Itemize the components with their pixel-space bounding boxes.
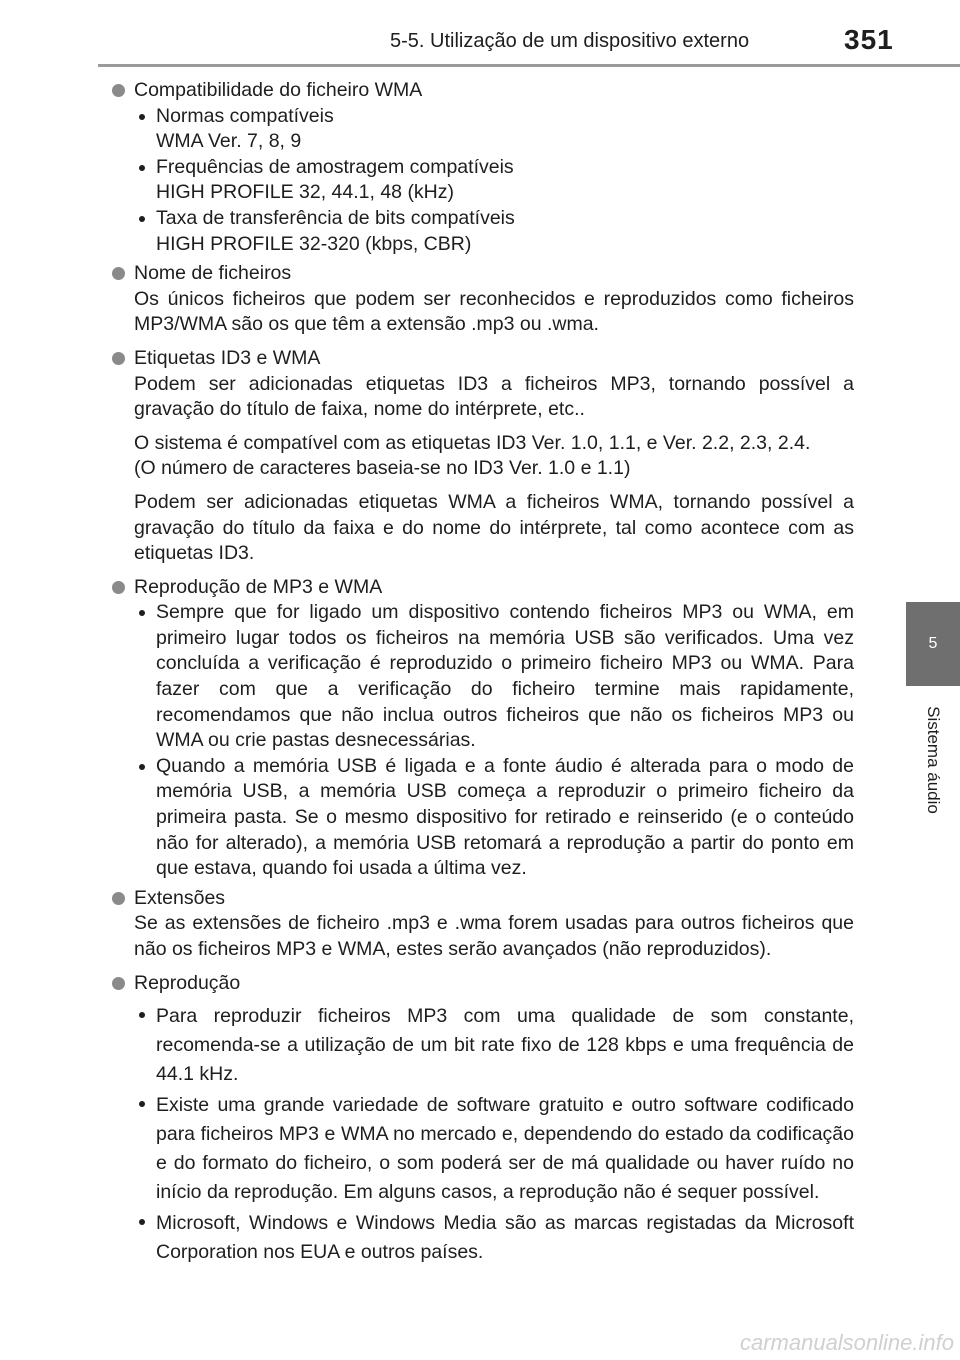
item-text: Existe uma grande variedade de software gratuito e outro software codificado para ficheiros MP3 e WMA no mercado e, dependendo do estado da codificação e do formato do ficheiro, o som poderá ser de má qualidade ou haver ruído no início da reprodução. Em alguns casos, a reprodução não é sequer possível. [156, 1094, 854, 1204]
paragraph: Podem ser adicionadas etiquetas WMA a ficheiros WMA, tornando possível a gravação do título da faixa e do nome do intérprete, tal como acontece com as etiquetas ID3. [134, 490, 854, 565]
list-item [134, 1091, 854, 1207]
page-number: 351 [844, 24, 894, 55]
paragraph: O sistema é compatível com as etiquetas ID3 Ver. 1.0, 1.1, e Ver. 2.2, 2.3, 2.4. [134, 431, 811, 454]
item-label: Frequências de amostragem compatíveis [156, 155, 514, 178]
section-heading-text: Reprodução [134, 971, 241, 994]
section-mp3-playback [110, 575, 854, 882]
bullet-circle-icon [112, 267, 125, 280]
bullet-dot-icon [139, 610, 145, 616]
section-tags [110, 346, 854, 567]
list-item [134, 1002, 854, 1089]
bullet-circle-icon [112, 352, 125, 365]
section-heading-text: Extensões [134, 886, 226, 909]
note-list [110, 600, 854, 882]
section-heading-text: Compatibilidade do ficheiro WMA [134, 79, 423, 101]
section-heading [110, 78, 854, 104]
header-divider [98, 64, 960, 67]
chapter-tab-label: Sistema áudio [924, 706, 943, 814]
section-file-names [110, 261, 854, 338]
section-heading-text: Reprodução de MP3 e WMA [134, 575, 383, 598]
paragraph: Os únicos ficheiros que podem ser reconhecidos e reproduzidos como ficheiros MP3/WMA são os que têm a extensão .mp3 ou .wma. [134, 287, 854, 336]
bullet-circle-icon [112, 977, 125, 990]
paragraph: Podem ser adicionadas etiquetas ID3 a ficheiros MP3, tornando possível a gravação do título de faixa, nome do intérprete, etc.. [134, 372, 854, 421]
item-label: Taxa de transferência de bits compatíveis [156, 206, 515, 229]
item-text: Para reproduzir ficheiros MP3 com uma qualidade de som constante, recomenda-se a utilização de um bit rate fixo de 128 kbps e uma frequência de 44.1 kHz. [156, 1005, 854, 1086]
page-header-title: 5-5. Utilização de um dispositivo externo [390, 30, 750, 52]
watermark: carmanualsonline.info [739, 1330, 954, 1355]
section-extensions [110, 886, 854, 963]
section-heading [110, 575, 854, 601]
paragraph: Se as extensões de ficheiro .mp3 e .wma forem usadas para outros ficheiros que não os ficheiros MP3 e WMA, estes serão avançados (não reproduzidos). [134, 912, 854, 960]
bullet-circle-icon [112, 892, 125, 905]
page-content [110, 78, 854, 1271]
list-item [134, 1209, 854, 1267]
list-item [134, 754, 854, 882]
bullet-dot-icon [139, 114, 145, 120]
item-value: HIGH PROFILE 32-320 (kbps, CBR) [156, 232, 472, 255]
chapter-tab[interactable]: 5 [906, 602, 960, 686]
section-heading [110, 886, 854, 912]
bullet-dot-icon [139, 216, 145, 222]
bullet-circle-icon [112, 84, 125, 97]
item-value: HIGH PROFILE 32, 44.1, 48 (kHz) [156, 181, 455, 204]
list-item [134, 155, 854, 206]
bullet-circle-icon [112, 581, 125, 594]
bullet-dot-icon [139, 1219, 145, 1225]
section-heading-text: Nome de ficheiros [134, 262, 292, 285]
section-heading [110, 261, 854, 287]
item-value: WMA Ver. 7, 8, 9 [156, 130, 302, 153]
item-label: Normas compatíveis [156, 104, 334, 127]
section-heading-text: Etiquetas ID3 e WMA [134, 346, 321, 369]
section-heading [110, 346, 854, 372]
item-text: Microsoft, Windows e Windows Media são as marcas registadas da Microsoft Corporation nos EUA e outros países. [156, 1212, 854, 1264]
item-text: Sempre que for ligado um dispositivo contendo ficheiros MP3 ou WMA, em primeiro lugar todos os ficheiros na memória USB são verificados. Uma vez concluída a verificação é reproduzido o primeiro ficheiro MP3 ou WMA. Para fazer com que a verificação do ficheiro termine mais rapidamente, recomendamos que não inclua outros ficheiros que não os ficheiros MP3 ou WMA ou crie pastas desnecessárias. [156, 601, 854, 752]
section-playback [110, 971, 854, 1268]
item-text: Quando a memória USB é ligada e a fonte áudio é alterada para o modo de memória USB, a memória USB começa a reproduzir o primeiro ficheiro da primeira pasta. Se o mesmo dispositivo for retirado e reinserido (e o conteúdo não for alterado), a memória USB retomará a reprodução a partir do ponto em que estava, quando foi usada a última vez. [156, 754, 854, 880]
paragraph: (O número de caracteres baseia-se no ID3 Ver. 1.0 e 1.1) [134, 457, 631, 480]
list-item [134, 600, 854, 754]
bullet-dot-icon [139, 165, 145, 171]
list-item [134, 104, 854, 155]
note-list [110, 1002, 854, 1267]
bullet-dot-icon [139, 1012, 145, 1018]
section-wma-compat [110, 78, 854, 257]
bullet-dot-icon [139, 764, 145, 770]
list-item [134, 206, 854, 257]
bullet-dot-icon [139, 1101, 145, 1107]
spec-list [110, 104, 854, 258]
section-heading [110, 971, 854, 997]
